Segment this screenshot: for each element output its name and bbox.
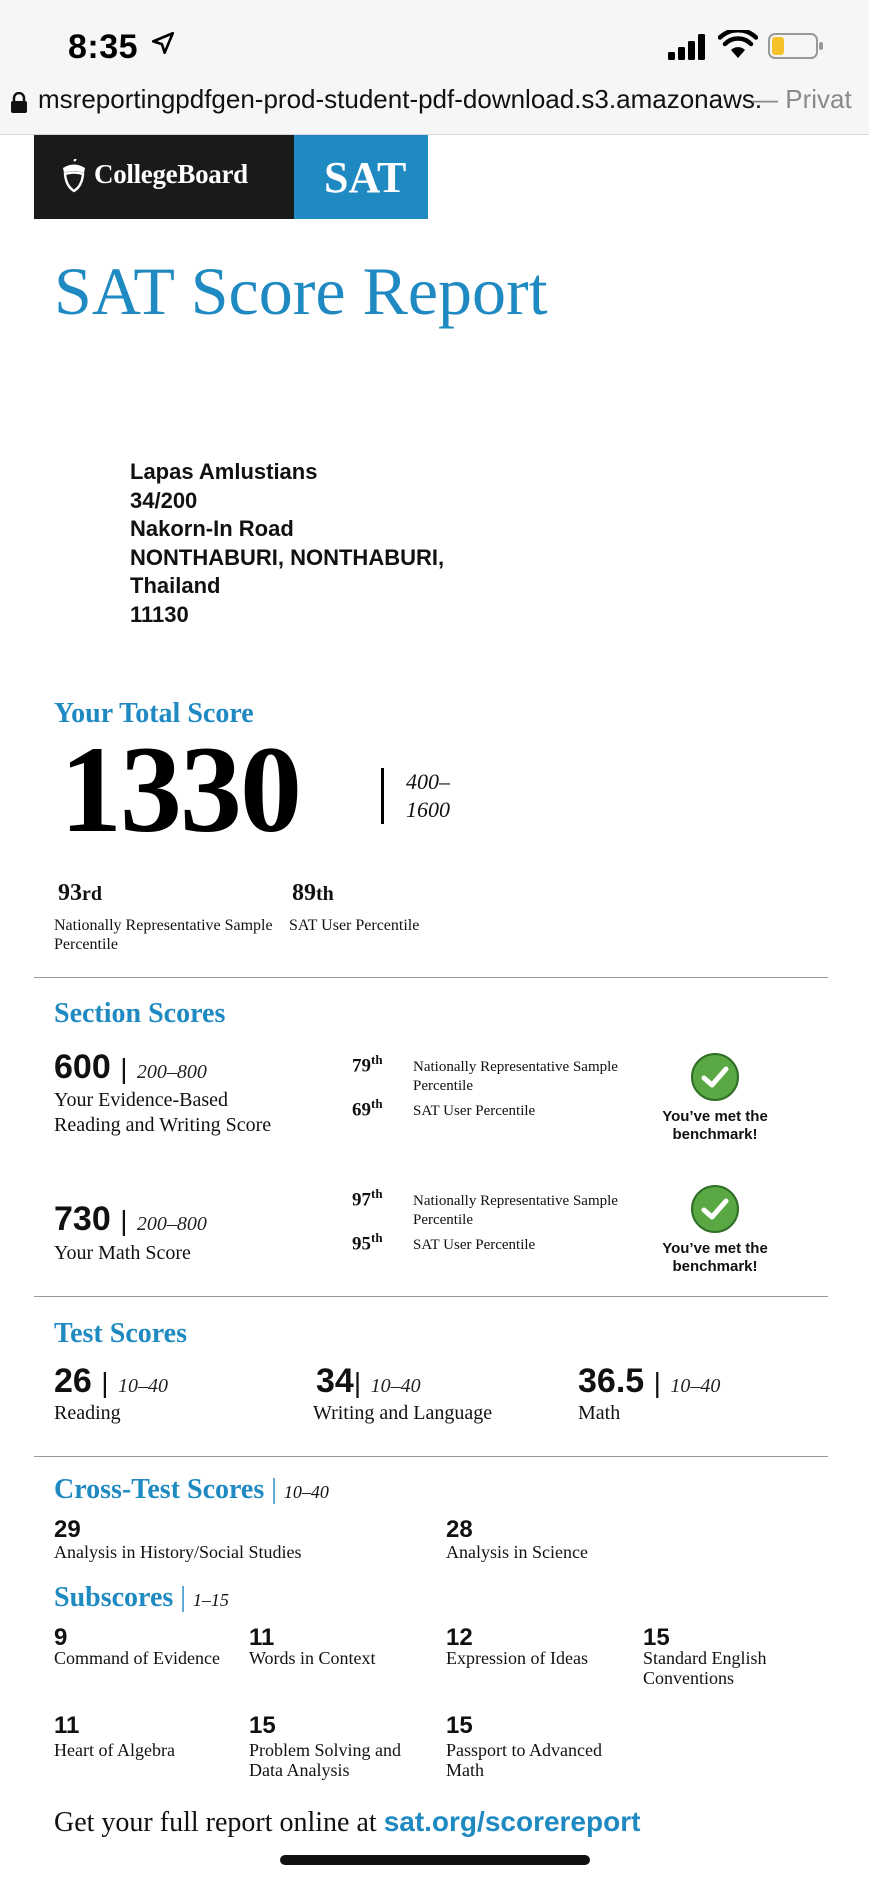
score-value: 26 [54, 1362, 92, 1400]
national-percentile [58, 880, 102, 907]
reading-test-score: 26 | 10–40 [54, 1362, 169, 1400]
math-user-percentile-label: SAT User Percentile [413, 1237, 536, 1253]
subscores-heading: Subscores | 1–15 [54, 1582, 229, 1613]
battery-icon [768, 33, 824, 59]
cross-test-score: 29 [54, 1516, 81, 1543]
address-line: Lapas Amlustians [130, 459, 318, 484]
location-arrow-icon [150, 30, 176, 56]
score-value: 36.5 [578, 1362, 645, 1400]
footer-text: Get your full report online at [54, 1807, 384, 1838]
subscore-label: Passport to Advanced Math [446, 1740, 602, 1780]
total-score-value: 1330 [60, 721, 300, 858]
subscore-label: Words in Context [249, 1648, 376, 1668]
address-line: Thailand [130, 573, 221, 598]
logo-brand-text: CollegeBoard [94, 159, 248, 189]
math-section-score: 730 | 200–800 [54, 1200, 207, 1238]
ebrw-user-percentile [352, 1096, 383, 1121]
score-range: 10–40 [670, 1375, 721, 1397]
heading-text: Cross-Test Scores [54, 1474, 265, 1505]
heading-text: Subscores [54, 1582, 174, 1613]
subscore-value: 15 [446, 1712, 473, 1739]
college-board-sat-logo [34, 135, 428, 219]
score-value: 600 [54, 1048, 111, 1086]
divider [34, 1296, 828, 1297]
status-time: 8:35 [68, 28, 139, 66]
cross-test-score: 28 [446, 1516, 473, 1543]
writing-language-test-label: Writing and Language [313, 1402, 493, 1424]
math-section-label: Your Math Score [54, 1242, 191, 1264]
subscore-value: 15 [249, 1712, 276, 1739]
ebrw-benchmark-text: You’ve met the benchmark! [662, 1108, 768, 1143]
cellular-signal-icon [668, 34, 708, 60]
page-title: SAT Score Report [54, 253, 548, 329]
math-national-percentile-label: Nationally Representative Sample Percentile [413, 1193, 618, 1228]
subscore-value: 11 [54, 1712, 80, 1739]
percentile-value: 97 [352, 1189, 371, 1211]
total-score-heading: Your Total Score [54, 698, 254, 729]
subscore-label: Heart of Algebra [54, 1740, 175, 1760]
score-range: 200–800 [136, 1213, 207, 1235]
score-range: 10–40 [118, 1375, 169, 1397]
score-range: 10–40 [283, 1482, 329, 1502]
logo-product-text: SAT [324, 153, 407, 202]
math-test-score: 36.5 | 10–40 [578, 1362, 721, 1400]
percentile-suffix: th [371, 1230, 383, 1245]
url-text[interactable]: msreportingpdfgen-prod-student-pdf-download.s3.amazonaws. [38, 84, 763, 114]
percentile-value: 79 [352, 1055, 371, 1077]
subscore-value: 9 [54, 1624, 68, 1651]
section-scores-heading: Section Scores [54, 998, 226, 1029]
benchmark-check-icon [690, 1184, 740, 1234]
range-line: 1600 [406, 797, 450, 822]
subscore-value: 12 [446, 1624, 473, 1651]
subscore-label: Expression of Ideas [446, 1648, 588, 1668]
subscore-label: Command of Evidence [54, 1648, 220, 1668]
score-value: 34 [316, 1362, 354, 1400]
wifi-icon [718, 30, 758, 60]
ebrw-national-percentile-label: Nationally Representative Sample Percentile [413, 1059, 618, 1094]
ebrw-user-percentile-label: SAT User Percentile [413, 1103, 536, 1119]
reading-test-label: Reading [54, 1402, 121, 1424]
home-indicator[interactable] [280, 1855, 590, 1865]
address-line: 34/200 [130, 487, 198, 513]
percentile-value: 69 [352, 1099, 371, 1121]
user-percentile-label: SAT User Percentile [289, 917, 420, 934]
acorn-icon [60, 159, 88, 193]
percentile-value: 89 [292, 880, 316, 906]
lock-icon [10, 92, 28, 114]
address-line: NONTHABURI, NONTHABURI, [130, 544, 445, 570]
benchmark-check-icon [690, 1052, 740, 1102]
score-range: 1–15 [192, 1590, 229, 1610]
subscore-label: Problem Solving and Data Analysis [249, 1740, 401, 1780]
score-report-link[interactable]: sat.org/scorereport [383, 1806, 641, 1837]
subscore-value: 15 [643, 1624, 670, 1651]
divider [34, 977, 828, 978]
score-divider [381, 768, 384, 824]
score-range: 10–40 [370, 1375, 421, 1397]
subscore-value: 11 [249, 1624, 275, 1651]
score-value: 730 [54, 1200, 111, 1238]
percentile-suffix: rd [82, 883, 102, 905]
divider [34, 1456, 828, 1457]
url-privacy-suffix: — Privat [752, 84, 852, 114]
math-benchmark-text: You’ve met the benchmark! [662, 1240, 768, 1275]
ebrw-national-percentile [352, 1052, 383, 1077]
test-scores-heading: Test Scores [54, 1318, 187, 1349]
percentile-value: 93 [58, 880, 82, 906]
range-line: 400– [406, 769, 450, 794]
cross-test-label: Analysis in History/Social Studies [54, 1542, 302, 1562]
subscore-label: Standard English Conventions [643, 1648, 767, 1688]
address-line: Nakorn-In Road [130, 516, 294, 541]
address-line: 11130 [130, 601, 189, 627]
cross-test-label: Analysis in Science [446, 1542, 588, 1562]
percentile-value: 95 [352, 1233, 371, 1255]
math-test-label: Math [578, 1402, 621, 1424]
percentile-suffix: th [316, 883, 334, 905]
math-user-percentile [352, 1230, 383, 1255]
cross-test-heading: Cross-Test Scores | 10–40 [54, 1474, 329, 1505]
percentile-suffix: th [371, 1096, 383, 1111]
ebrw-label: Your Evidence-Based Reading and Writing Score [54, 1089, 272, 1136]
score-range: 200–800 [136, 1061, 207, 1083]
mailing-address [130, 458, 444, 629]
ebrw-score: 600 | 200–800 [54, 1048, 207, 1086]
math-national-percentile [352, 1186, 383, 1211]
total-score-range [406, 768, 476, 824]
writing-language-test-score: 34| 10–40 [316, 1362, 421, 1400]
user-percentile [292, 880, 334, 907]
national-percentile-label: Nationally Representative Sample Percentile [54, 917, 273, 953]
percentile-suffix: th [371, 1186, 383, 1201]
footer-note [54, 1806, 640, 1839]
percentile-suffix: th [371, 1052, 383, 1067]
